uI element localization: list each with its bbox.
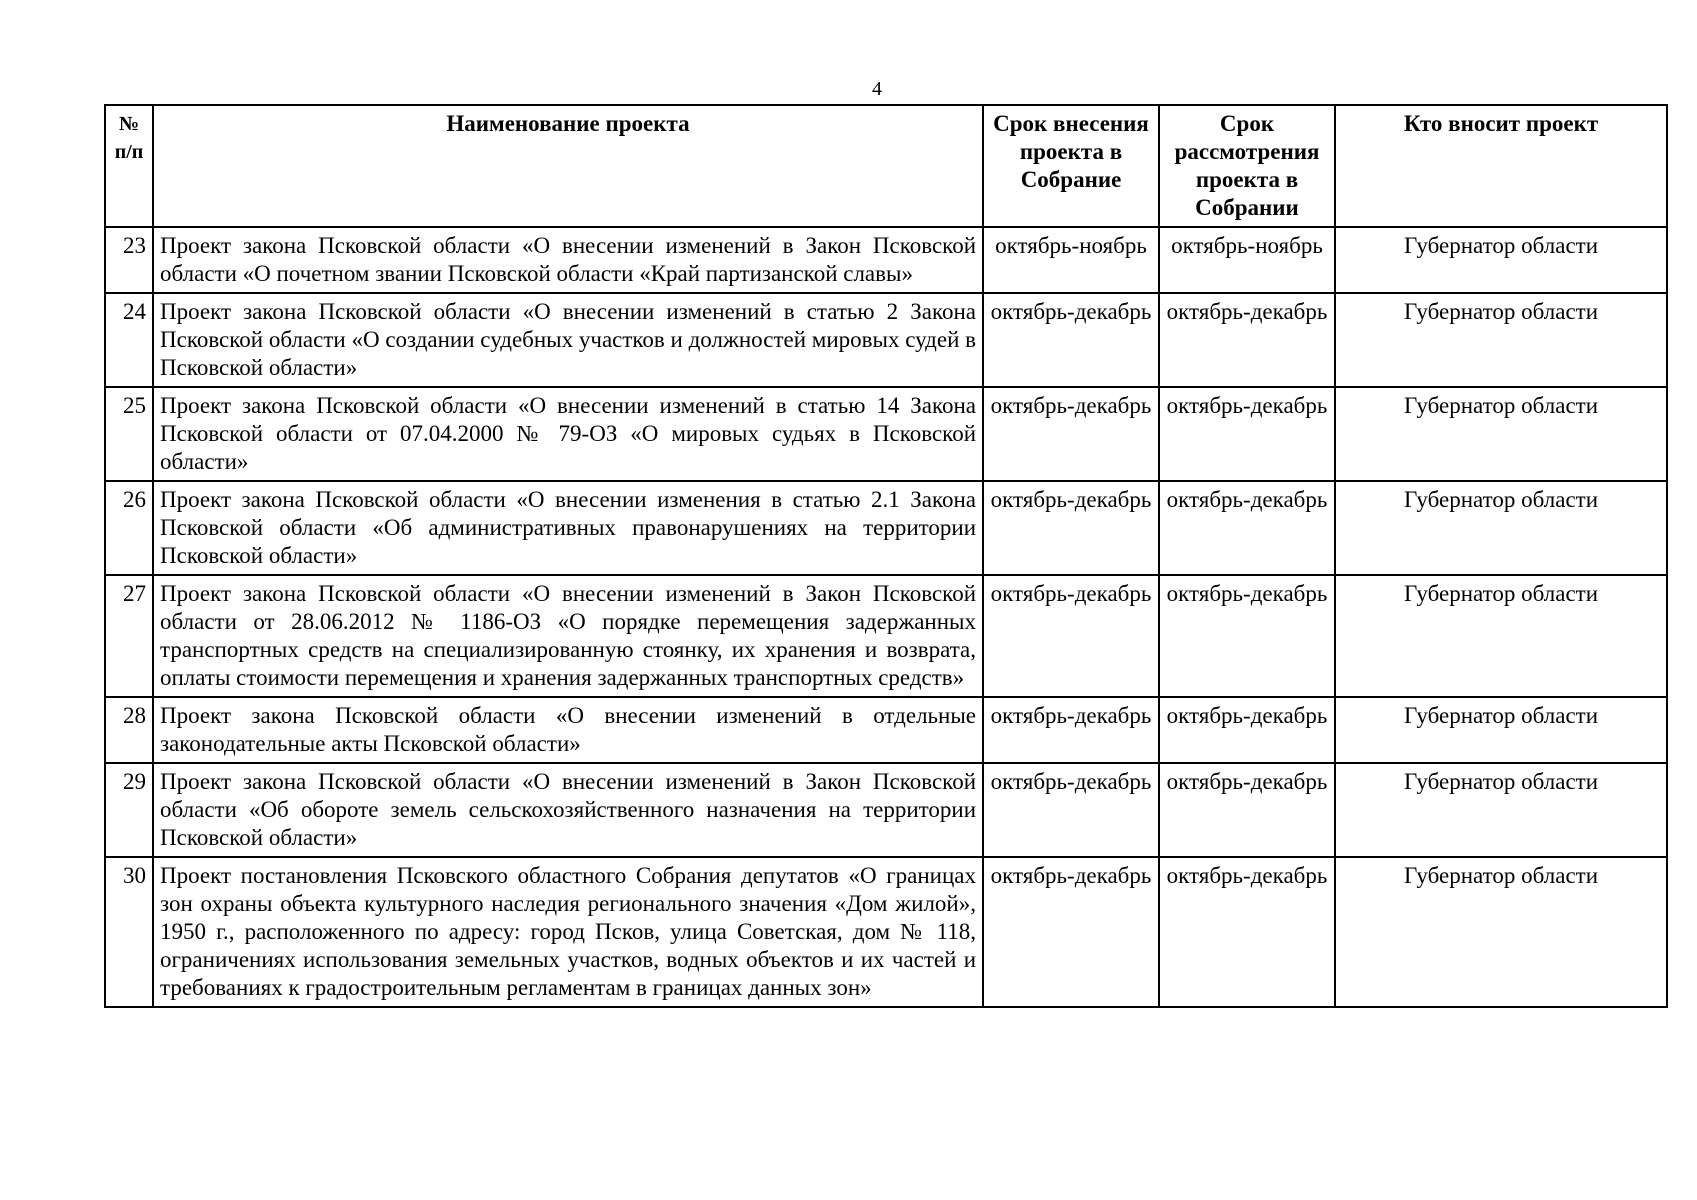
- row-who: Губернатор области: [1335, 481, 1667, 575]
- row-who: Губернатор области: [1335, 575, 1667, 697]
- table-header: [105, 105, 1667, 227]
- row-submit-term: октябрь-ноябрь: [983, 227, 1159, 293]
- row-who: Губернатор области: [1335, 697, 1667, 763]
- header-submit-term: Срок внесения проекта в Собрание: [983, 105, 1159, 227]
- row-num: 27: [105, 575, 153, 697]
- row-submit-term: октябрь-декабрь: [983, 857, 1159, 1007]
- row-name: Проект закона Псковской области «О внесении изменений в Закон Псковской области «Об обороте земель сельскохозяйственного назначения на территории Псковской области»: [153, 763, 983, 857]
- table-row: [105, 763, 1667, 857]
- header-num: № п/п: [105, 105, 153, 227]
- row-submit-term: октябрь-декабрь: [983, 387, 1159, 481]
- table-row: [105, 293, 1667, 387]
- row-submit-term: октябрь-декабрь: [983, 697, 1159, 763]
- table-row: [105, 387, 1667, 481]
- row-name: Проект закона Псковской области «О внесении изменений в статью 14 Закона Псковской области от 07.04.2000 № 79-ОЗ «О мировых судьях в Псковской области»: [153, 387, 983, 481]
- row-who: Губернатор области: [1335, 857, 1667, 1007]
- table-row: [105, 575, 1667, 697]
- table-row: [105, 227, 1667, 293]
- row-name: Проект закона Псковской области «О внесении изменений в Закон Псковской области «О почетном звании Псковской области «Край партизанской славы»: [153, 227, 983, 293]
- page-number: 4: [872, 78, 882, 100]
- table-body: [105, 227, 1667, 1007]
- row-num: 24: [105, 293, 153, 387]
- legislative-plan-table: [104, 104, 1668, 1008]
- row-name: Проект закона Псковской области «О внесении изменений в Закон Псковской области от 28.06.2012 № 1186-ОЗ «О порядке перемещения задержанных транспортных средств на специализированную стоянку, их хранения и возврата, оплаты стоимости перемещения и хранения задержанных транспортных средств»: [153, 575, 983, 697]
- row-who: Губернатор области: [1335, 763, 1667, 857]
- row-num: 28: [105, 697, 153, 763]
- row-review-term: октябрь-декабрь: [1159, 481, 1335, 575]
- row-num: 25: [105, 387, 153, 481]
- row-num: 26: [105, 481, 153, 575]
- table-row: [105, 697, 1667, 763]
- row-submit-term: октябрь-декабрь: [983, 763, 1159, 857]
- row-num: 30: [105, 857, 153, 1007]
- row-submit-term: октябрь-декабрь: [983, 293, 1159, 387]
- header-name: Наименование проекта: [153, 105, 983, 227]
- table-row: [105, 857, 1667, 1007]
- row-num: 29: [105, 763, 153, 857]
- header-row: [105, 105, 1667, 227]
- table-row: [105, 481, 1667, 575]
- row-review-term: октябрь-декабрь: [1159, 575, 1335, 697]
- row-review-term: октябрь-декабрь: [1159, 763, 1335, 857]
- row-review-term: октябрь-декабрь: [1159, 387, 1335, 481]
- row-review-term: октябрь-декабрь: [1159, 857, 1335, 1007]
- row-who: Губернатор области: [1335, 293, 1667, 387]
- row-name: Проект закона Псковской области «О внесении изменений в отдельные законодательные акты Псковской области»: [153, 697, 983, 763]
- row-submit-term: октябрь-декабрь: [983, 481, 1159, 575]
- row-review-term: октябрь-декабрь: [1159, 293, 1335, 387]
- row-name: Проект закона Псковской области «О внесении изменения в статью 2.1 Закона Псковской области «Об административных правонарушениях на территории Псковской области»: [153, 481, 983, 575]
- row-name: Проект закона Псковской области «О внесении изменений в статью 2 Закона Псковской области «О создании судебных участков и должностей мировых судей в Псковской области»: [153, 293, 983, 387]
- row-review-term: октябрь-декабрь: [1159, 697, 1335, 763]
- header-review-term: Срок рассмотрения проекта в Собрании: [1159, 105, 1335, 227]
- row-who: Губернатор области: [1335, 227, 1667, 293]
- row-num: 23: [105, 227, 153, 293]
- header-who: Кто вносит проект: [1335, 105, 1667, 227]
- row-submit-term: октябрь-декабрь: [983, 575, 1159, 697]
- row-name: Проект постановления Псковского областного Собрания депутатов «О границах зон охраны объекта культурного наследия регионального значения «Дом жилой», 1950 г., расположенного по адресу: город Псков, улица Советская, дом № 118, ограничениях использования земельных участков, водных объектов и их частей и требованиях к градостроительным регламентам в границах данных зон»: [153, 857, 983, 1007]
- row-review-term: октябрь-ноябрь: [1159, 227, 1335, 293]
- row-who: Губернатор области: [1335, 387, 1667, 481]
